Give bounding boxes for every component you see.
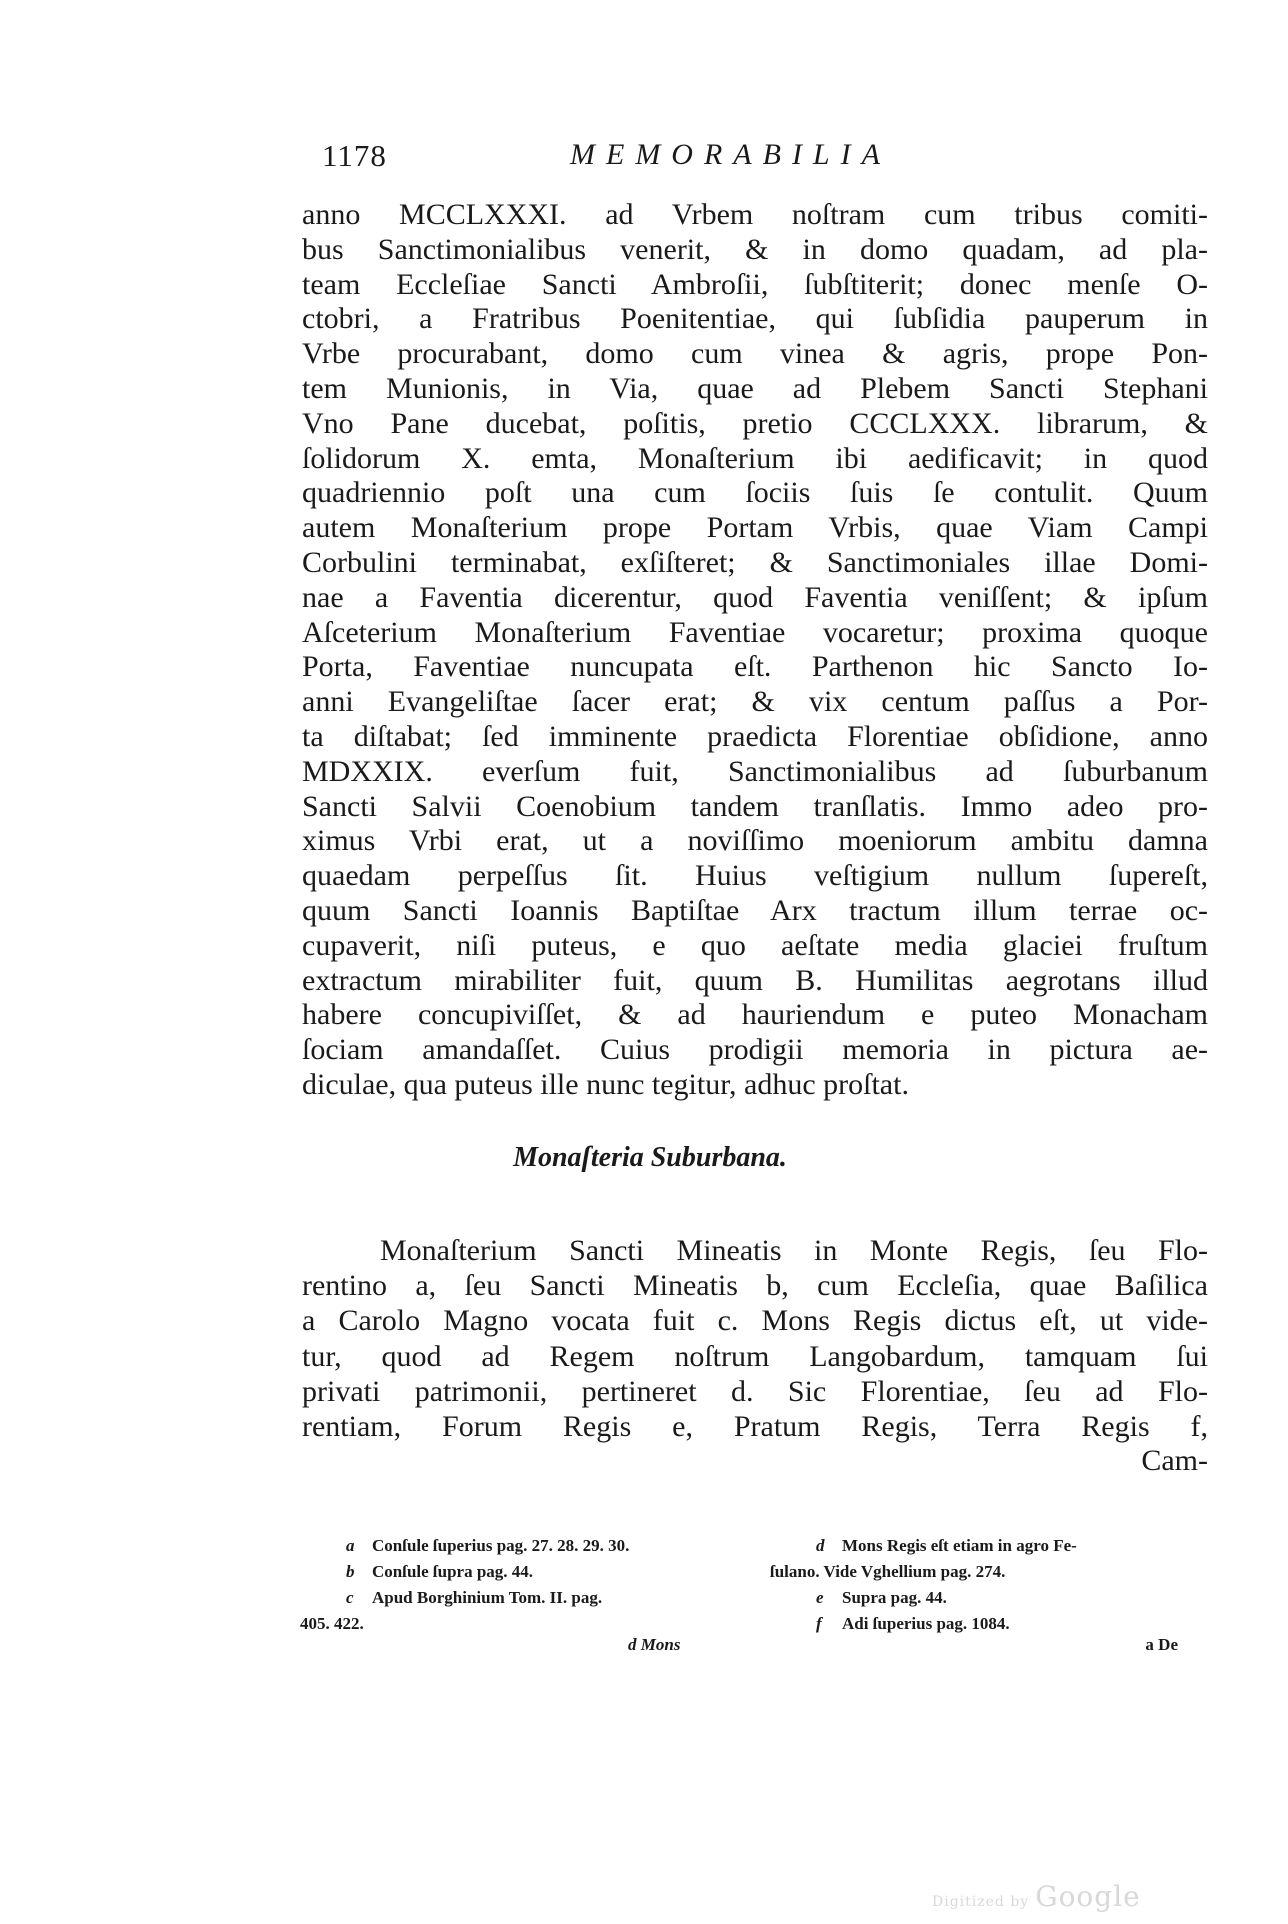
text-line: Vrbe procurabant, domo cum vinea & agris, prope Pon- xyxy=(302,337,1208,371)
text-line: habere concupiviſſet, & ad hauriendum e puteo Monacham xyxy=(302,998,1208,1032)
text-line: Vno Pane ducebat, poſitis, pretio CCCLXXX. librarum, & xyxy=(302,406,1208,440)
footnote-mark: a xyxy=(346,1536,355,1555)
text-line: a Carolo Magno vocata fuit c. Mons Regis dictus eſt, ut vide- xyxy=(302,1304,1208,1338)
text-line: MDXXIX. everſum fuit, Sanctimonialibus ad ſuburbanum xyxy=(302,754,1208,788)
text-line: Aſceterium Monaſterium Faventiae vocaretur; proxima quoque xyxy=(302,615,1208,649)
footnote-text: Adi ſuperius pag. 1084. xyxy=(842,1614,1010,1633)
text-line: extractum mirabiliter fuit, quum B. Humilitas aegrotans illud xyxy=(302,963,1208,997)
section-title: Monaſteria Suburbana. xyxy=(513,1142,787,1173)
text-line: autem Monaſterium prope Portam Vrbis, quae Viam Campi xyxy=(302,511,1208,545)
text-line: nae a Faventia dicerentur, quod Faventia veniſſent; & ipſum xyxy=(302,580,1208,614)
footnote-catchword: a De xyxy=(1145,1635,1178,1654)
footnote-mark: e xyxy=(816,1588,824,1607)
text-line: tur, quod ad Regem noſtrum Langobardum, tamquam ſui xyxy=(302,1339,1208,1373)
second-paragraph xyxy=(302,1233,1208,1444)
footnote-text: ſulano. Vide Vghellium pag. 274. xyxy=(770,1562,1006,1581)
text-line: quaedam perpeſſus ſit. Huius veſtigium nullum ſupereſt, xyxy=(302,859,1208,893)
text-line: ctobri, a Fratribus Poenitentiae, qui ſubſidia pauperum in xyxy=(302,302,1208,336)
text-line: ſolidorum X. emta, Monaſterium ibi aedificavit; in quod xyxy=(302,441,1208,475)
footnotes-left-column xyxy=(300,1533,740,1637)
text-line: tem Munionis, in Via, quae ad Plebem Sancti Stephani xyxy=(302,371,1208,405)
text-line: ſociam amandaſſet. Cuius prodigii memoria in pictura ae- xyxy=(302,1033,1208,1067)
footnote xyxy=(300,1533,740,1559)
text-line: anni Evangeliſtae ſacer erat; & vix centum paſſus a Por- xyxy=(302,685,1208,719)
footnote-text: Apud Borghinium Tom. II. pag. xyxy=(372,1588,603,1607)
watermark-brand: Google xyxy=(1035,1880,1141,1913)
text-line: ximus Vrbi erat, ut a noviſſimo moeniorum ambitu damna xyxy=(302,824,1208,858)
body-paragraph xyxy=(302,198,1208,1103)
text-line: rentiam, Forum Regis e, Pratum Regis, Terra Regis f, xyxy=(302,1409,1208,1443)
footnote-text: Supra pag. 44. xyxy=(842,1588,947,1607)
text-line: team Eccleſiae Sancti Ambroſii, ſubſtiterit; donec menſe O- xyxy=(302,267,1208,301)
page-number: 1178 xyxy=(322,138,387,173)
footnote-mark: b xyxy=(346,1562,355,1581)
footnote-mark: f xyxy=(816,1614,822,1633)
text-line: diculae, qua puteus ille nunc tegitur, adhuc proſtat. xyxy=(302,1067,909,1101)
text-line: cupaverit, niſi puteus, e quo aeſtate media glaciei fruſtum xyxy=(302,928,1208,962)
footnote-mark: c xyxy=(346,1588,354,1607)
text-line: ta diſtabat; ſed imminente praedicta Florentiae obſidione, anno xyxy=(302,719,1208,753)
digitization-watermark xyxy=(932,1880,1141,1913)
footnote-text: Conſule ſupra pag. 44. xyxy=(372,1562,534,1581)
text-line: Sancti Salvii Coenobium tandem tranſlatis. Immo adeo pro- xyxy=(302,789,1208,823)
footnote xyxy=(770,1533,1210,1559)
text-line: privati patrimonii, pertineret d. Sic Florentiae, ſeu ad Flo- xyxy=(302,1374,1208,1408)
footnote xyxy=(300,1585,740,1611)
footnote-text: Conſule ſuperius pag. 27. 28. 29. 30. xyxy=(372,1536,630,1555)
text-line: bus Sanctimonialibus venerit, & in domo quadam, ad pla- xyxy=(302,232,1208,266)
text-line: Monaſterium Sancti Mineatis in Monte Regis, ſeu Flo- xyxy=(380,1234,1208,1267)
running-head: MEMORABILIA xyxy=(570,138,891,171)
footnote-mark: d xyxy=(816,1536,825,1555)
text-line: Corbulini terminabat, exſiſteret; & Sanctimoniales illae Domi- xyxy=(302,545,1208,579)
text-line: anno MCCLXXXI. ad Vrbem noſtram cum tribus comiti- xyxy=(302,198,1208,231)
text-line: quadriennio poſt una cum ſociis ſuis ſe contulit. Quum xyxy=(302,476,1208,510)
signature-mark: d Mons xyxy=(628,1635,681,1654)
footnote-continuation xyxy=(770,1559,1210,1585)
page-header xyxy=(322,138,962,186)
text-line: Porta, Faventiae nuncupata eſt. Parthenon hic Sancto Io- xyxy=(302,650,1208,684)
footnotes xyxy=(300,1533,1210,1643)
text-line: quum Sancti Ioannis Baptiſtae Arx tractum illum terrae oc- xyxy=(302,893,1208,927)
footnote-text: 405. 422. xyxy=(300,1614,364,1633)
footnote-continuation xyxy=(300,1611,740,1637)
watermark-prefix: Digitized by xyxy=(932,1894,1030,1910)
footnote xyxy=(770,1611,1210,1637)
footnotes-right-column xyxy=(770,1533,1210,1637)
footnote xyxy=(770,1585,1210,1611)
text-line: rentino a, ſeu Sancti Mineatis b, cum Eccleſia, quae Baſilica xyxy=(302,1269,1208,1303)
catchword: Cam- xyxy=(1141,1444,1208,1477)
footnote xyxy=(300,1559,740,1585)
footnote-text: Mons Regis eſt etiam in agro Fe- xyxy=(842,1536,1077,1555)
